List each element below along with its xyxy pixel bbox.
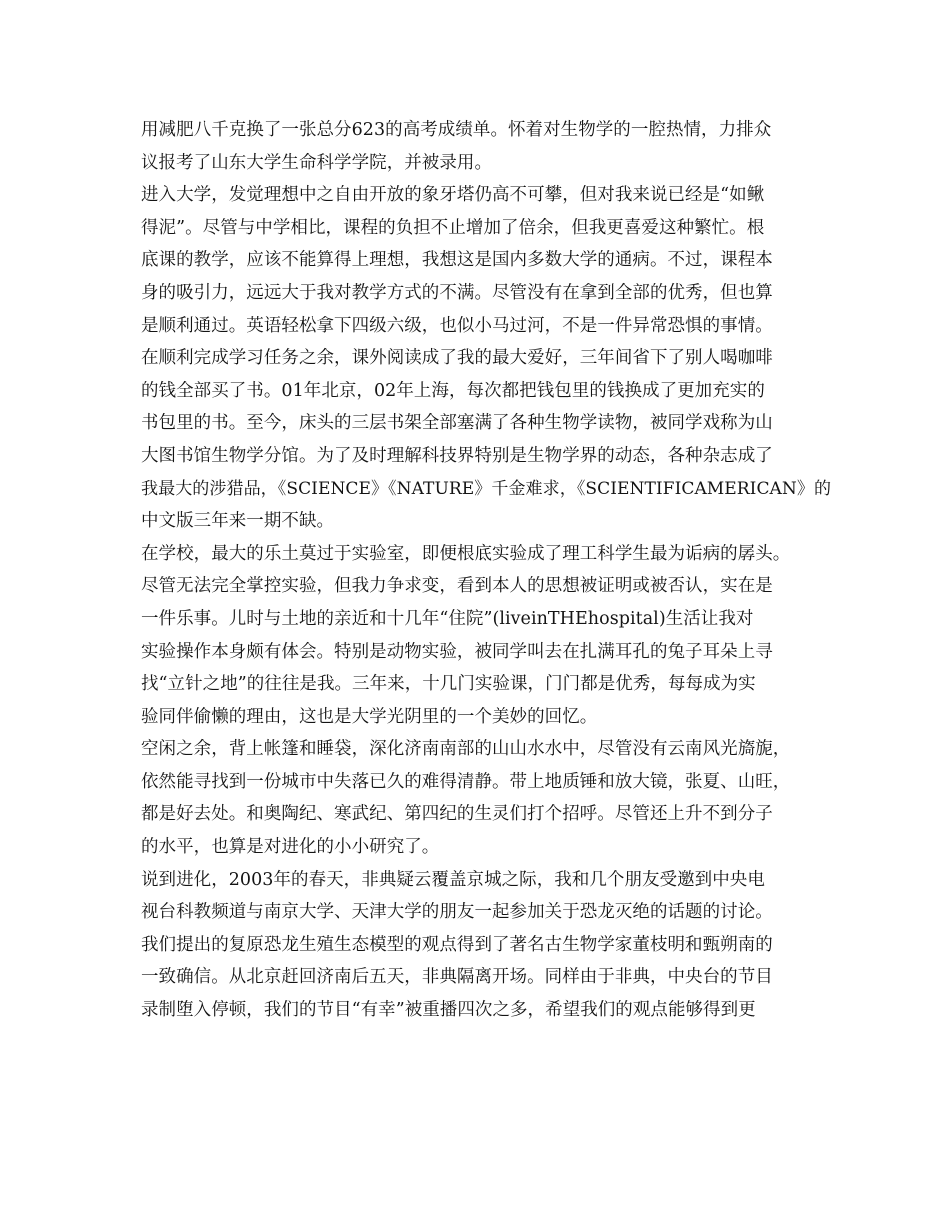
text-line: 的水平，也算是对进化的小小研究了。 <box>141 837 440 858</box>
text-line: 的钱全部买了书。01年北京，02年上海，每次都把钱包里的钱换成了更加充实的 <box>141 380 765 401</box>
document-body <box>141 114 831 1027</box>
text-line: 一致确信。从北京赶回济南后五天，非典隔离开场。同样由于非典，中央台的节目 <box>141 967 773 988</box>
text-line: 在学校，最大的乐土莫过于实验室，即便根底实验成了理工科学生最为诟病的孱头。 <box>141 543 791 564</box>
text-line: 一件乐事。儿时与土地的亲近和十几年“住院”(liveinTHEhospital)生活让我对 <box>141 608 754 629</box>
text-line: 是顺利通过。英语轻松拿下四级六级，也似小马过河，不是一件异常恐惧的事情。 <box>141 315 773 336</box>
text-line: 书包里的书。至今，床头的三层书架全部塞满了各种生物学读物，被同学戏称为山 <box>141 413 773 434</box>
text-line: 尽管无法完全掌控实验，但我力争求变，看到本人的思想被证明或被否认，实在是 <box>141 576 773 597</box>
text-line: 用减肥八千克换了一张总分623的高考成绩单。怀着对生物学的一腔热情，力排众 <box>141 120 772 140</box>
text-line: 实验操作本身颇有体会。特别是动物实验，被同学叫去在扎满耳孔的兔子耳朵上寻 <box>141 641 773 662</box>
text-line: 说到进化，2003年的春天，非典疑云覆盖京城之际，我和几个朋友受邀到中央电 <box>141 869 765 890</box>
text-line: 得泥”。尽管与中学相比，课程的负担不止增加了倍余，但我更喜爱这种繁忙。根 <box>141 217 765 238</box>
text-line: 录制堕入停顿，我们的节目“有幸”被重播四次之多，希望我们的观点能够得到更 <box>141 1000 756 1021</box>
text-line: 验同伴偷懒的理由，这也是大学光阴里的一个美妙的回忆。 <box>141 706 598 727</box>
text-line: 底课的教学，应该不能算得上理想，我想这是国内多数大学的通病。不过，课程本 <box>141 250 773 271</box>
text-line: 我们提出的复原恐龙生殖生态模型的观点得到了著名古生物学家董枝明和甄朔南的 <box>141 934 773 955</box>
text-line: 都是好去处。和奥陶纪、寒武纪、第四纪的生灵们打个招呼。尽管还上升不到分子 <box>141 804 773 825</box>
text-line: 进入大学，发觉理想中之自由开放的象牙塔仍高不可攀，但对我来说已经是“如鳅 <box>141 185 765 206</box>
text-line: 议报考了山东大学生命科学学院，并被录用。 <box>141 152 492 173</box>
text-line: 空闲之余，背上帐篷和睡袋，深化济南南部的山山水水中，尽管没有云南风光旖旎， <box>141 739 791 760</box>
text-line: 身的吸引力，远远大于我对教学方式的不满。尽管没有在拿到全部的优秀，但也算 <box>141 282 773 303</box>
text-line: 大图书馆生物学分馆。为了及时理解科技界特别是生物学界的动态，各种杂志成了 <box>141 445 773 466</box>
text-line: 依然能寻找到一份城市中失落已久的难得清静。带上地质锤和放大镜，张夏、山旺， <box>141 771 791 792</box>
text-line: 我最大的涉猎品，《SCIENCE》《NATURE》千金难求，《SCIENTIFICAMERICAN》的 <box>141 478 832 499</box>
text-line: 在顺利完成学习任务之余，课外阅读成了我的最大爱好，三年间省下了别人喝咖啡 <box>141 348 773 369</box>
text-line: 中文版三年来一期不缺。 <box>141 511 335 532</box>
text-line: 视台科教频道与南京大学、天津大学的朋友一起参加关于恐龙灭绝的话题的讨论。 <box>141 902 773 923</box>
text-line: 找“立针之地”的往往是我。三年来，十几门实验课，门门都是优秀，每每成为实 <box>141 674 756 695</box>
